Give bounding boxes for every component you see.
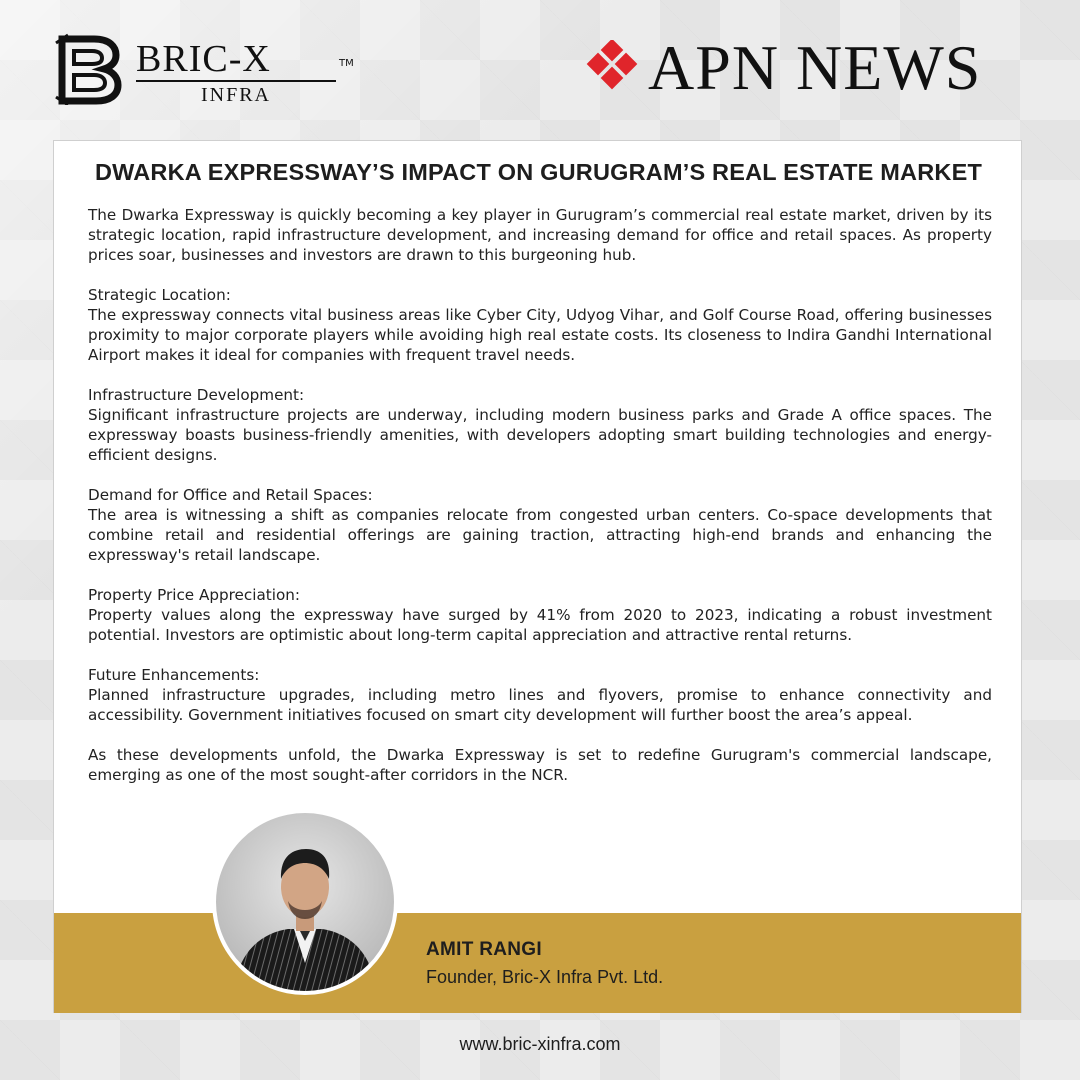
- bric-x-monogram-icon: [54, 33, 124, 105]
- section-body: The expressway connects vital business areas like Cyber City, Udyog Vihar, and Golf Course Road, offering businesses proximity to major corporate players while avoiding high real estate costs. Its closeness to Indira Gandhi International Airport makes it ideal for companies with frequent travel needs.: [88, 306, 992, 364]
- article-section: [88, 285, 992, 365]
- section-title: Demand for Office and Retail Spaces:: [88, 486, 373, 504]
- article-card: [53, 140, 1022, 1013]
- article-conclusion: As these developments unfold, the Dwarka Expressway is set to redefine Gurugram's commercial landscape, emerging as one of the most sought-after corridors in the NCR.: [88, 746, 992, 784]
- section-title: Strategic Location:: [88, 286, 231, 304]
- brand-divider: [136, 80, 336, 82]
- apn-diamond-icon: [584, 40, 640, 96]
- section-title: Infrastructure Development:: [88, 386, 305, 404]
- article-section: [88, 665, 992, 725]
- article-body: [88, 205, 992, 785]
- article-intro: The Dwarka Expressway is quickly becoming a key player in Gurugram’s commercial real estate market, driven by its strategic location, rapid infrastructure development, and increasing demand for office and retail spaces. As property prices soar, businesses and investors are drawn to this burgeoning hub.: [88, 206, 992, 264]
- article-section: [88, 385, 992, 465]
- author-portrait: [216, 813, 394, 991]
- brand-subtitle: INFRA: [200, 84, 271, 106]
- author-banner: [54, 913, 1021, 1013]
- section-title: Future Enhancements:: [88, 666, 260, 684]
- author-photo: [212, 809, 398, 995]
- trademark-symbol: TM: [339, 58, 354, 69]
- article-headline: DWARKA EXPRESSWAY’S IMPACT ON GURUGRAM’S REAL ESTATE MARKET: [94, 159, 982, 185]
- brand-name: BRIC-X: [136, 38, 271, 80]
- section-body: Planned infrastructure upgrades, including metro lines and flyovers, promise to enhance connectivity and accessibility. Government initiatives focused on smart city development will further boost the area’s appeal.: [88, 686, 992, 724]
- author-role: Founder, Bric-X Infra Pvt. Ltd.: [426, 967, 664, 987]
- article-section: [88, 485, 992, 565]
- section-body: Significant infrastructure projects are underway, including modern business parks and Grade A office spaces. The expressway boasts business-friendly amenities, with developers adopting smart building technologies and energy-efficient designs.: [88, 406, 992, 464]
- person-portrait-icon: [216, 813, 394, 991]
- apn-news-logo: [584, 32, 1024, 102]
- article-section: [88, 585, 992, 645]
- section-title: Property Price Appreciation:: [88, 586, 300, 604]
- author-name: AMIT RANGI: [426, 939, 542, 960]
- website-link[interactable]: www.bric-xinfra.com: [459, 1034, 621, 1054]
- section-body: Property values along the expressway have surged by 41% from 2020 to 2023, indicating a robust investment potential. Investors are optimistic about long-term capital appreciation and attractive rental returns.: [88, 606, 992, 644]
- section-body: The area is witnessing a shift as companies relocate from congested urban centers. Co-space developments that combine retail and residential offerings are gaining traction, attracting high-end brands and enhancing the expressway's retail landscape.: [88, 506, 992, 564]
- bric-x-infra-logo: [54, 30, 354, 110]
- news-name: APN NEWS: [648, 32, 982, 103]
